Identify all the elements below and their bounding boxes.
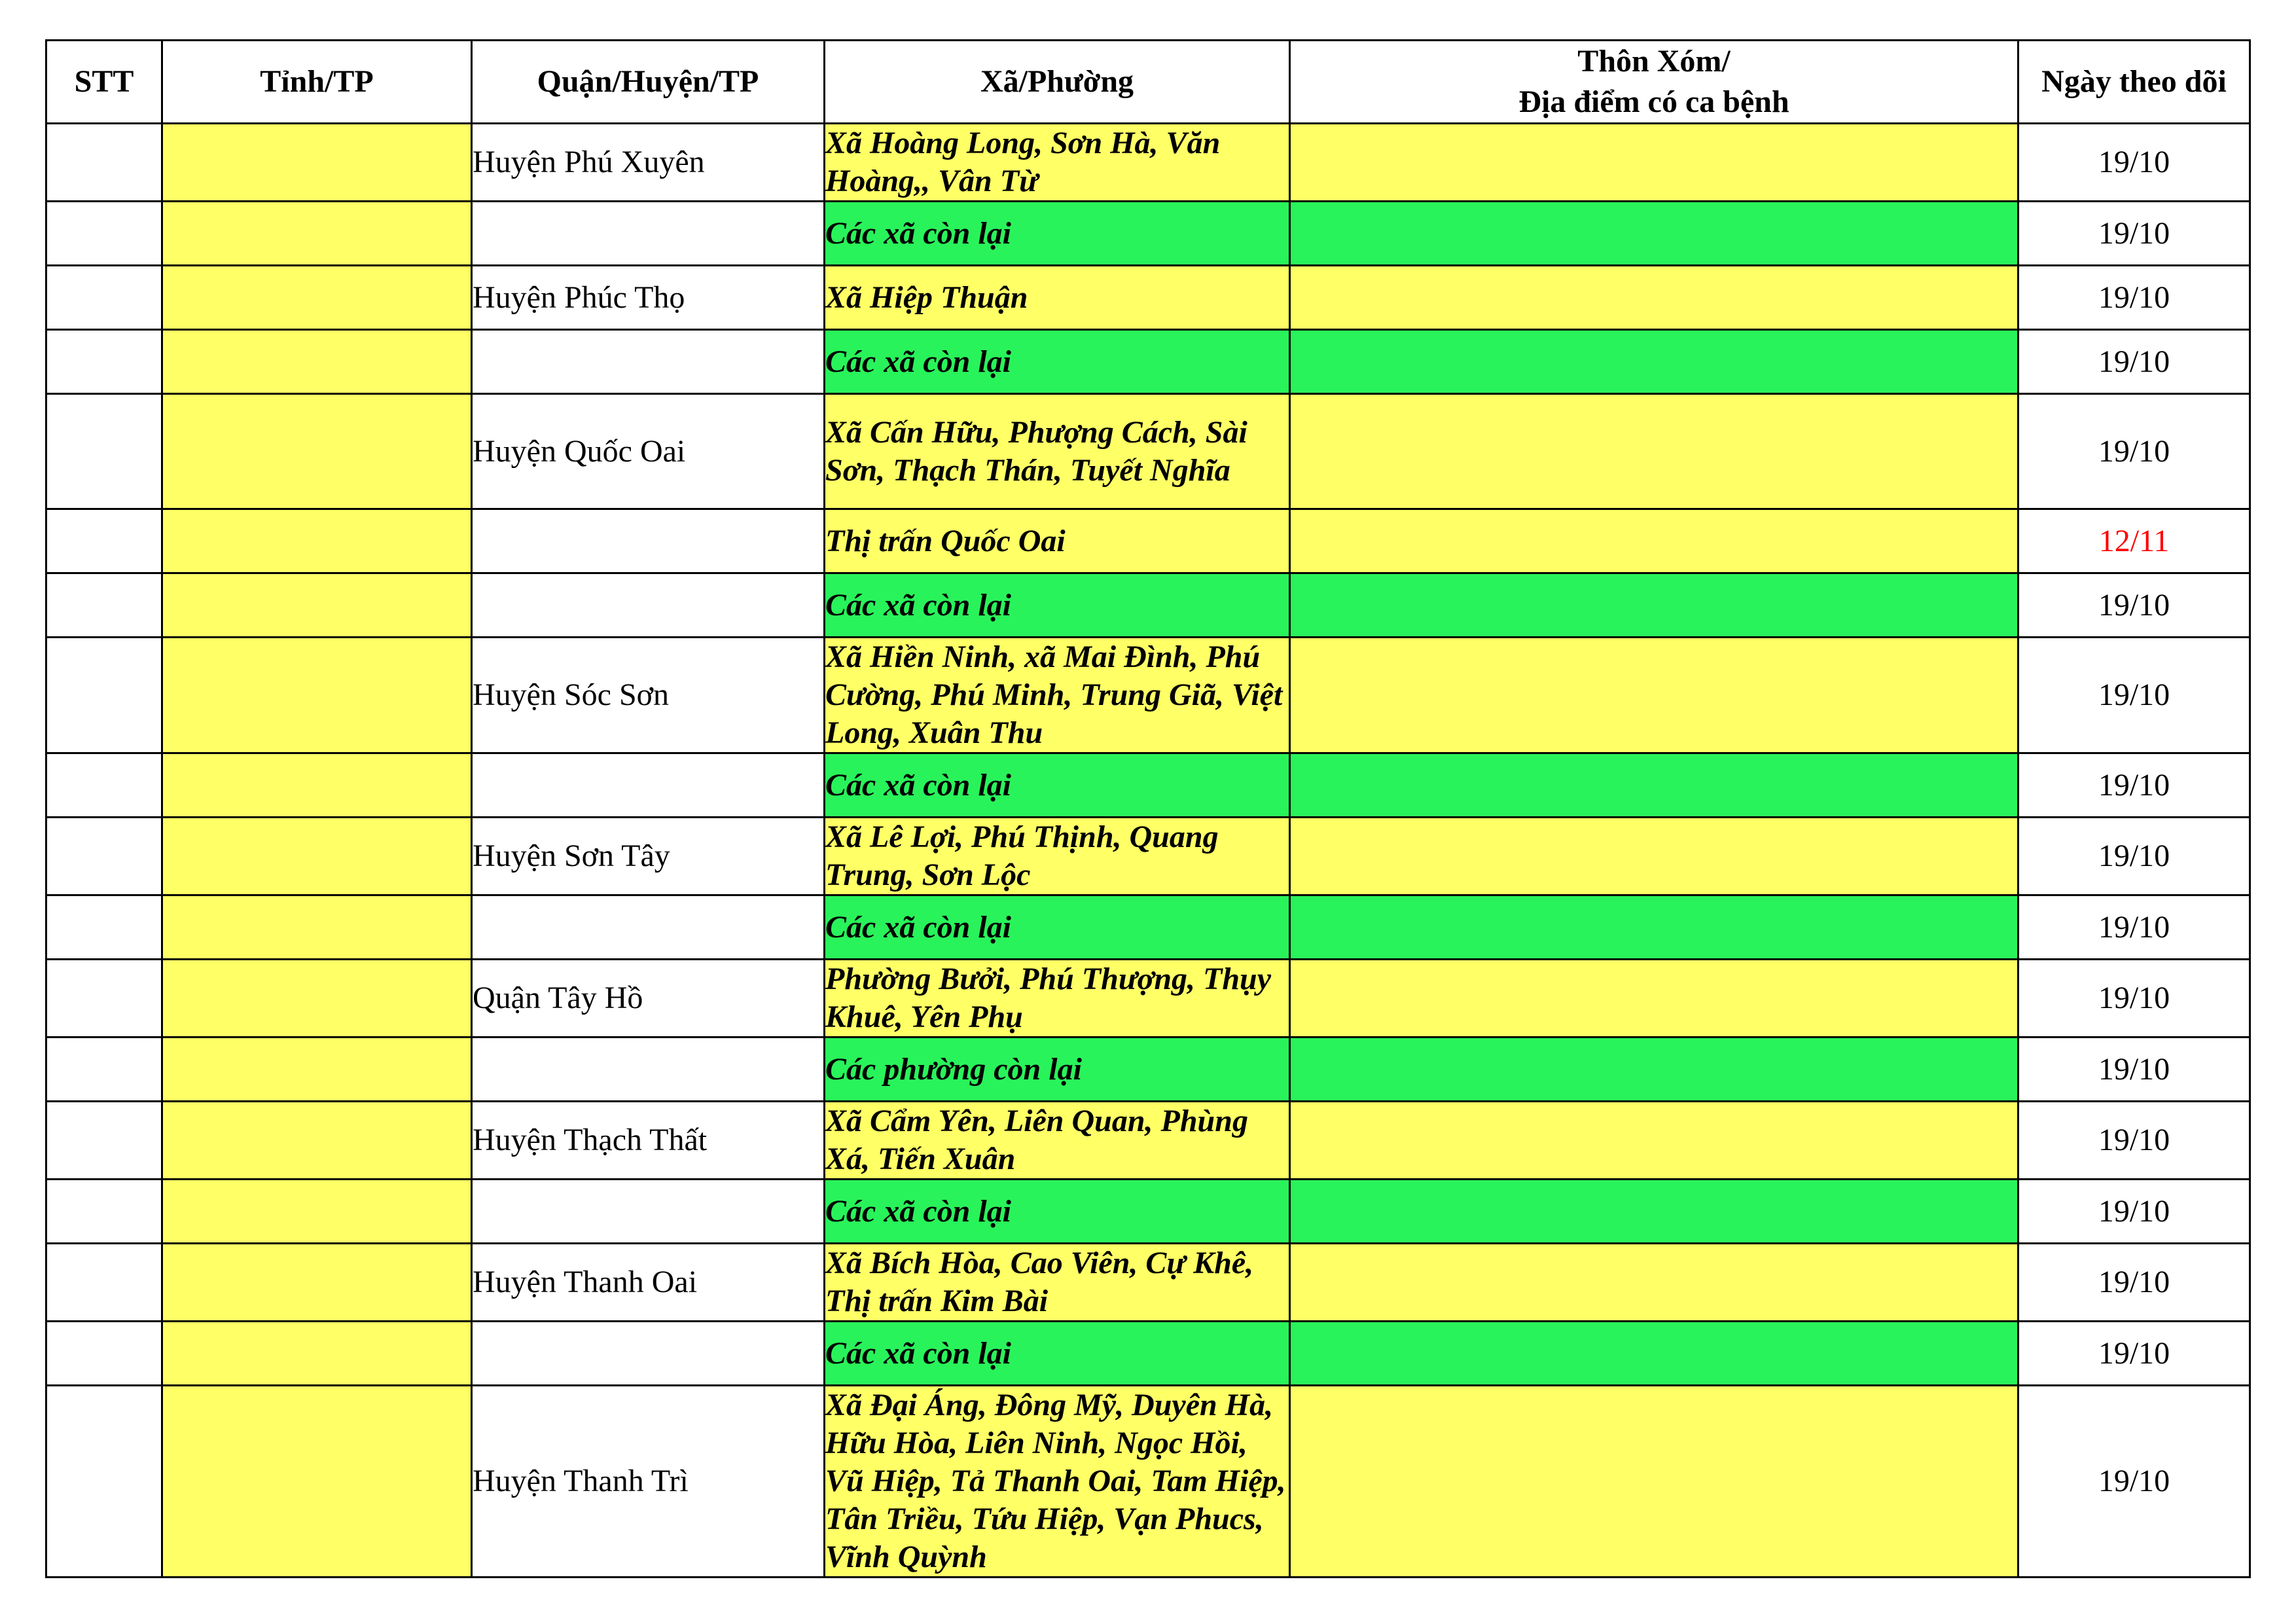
cell-hamlet [1290,202,2018,266]
cell-monitor-date: 19/10 [2018,1180,2250,1244]
cell-commune: Xã Hiền Ninh, xã Mai Đình, Phú Cường, Phú Minh, Trung Giã, Việt Long, Xuân Thu [825,638,1290,753]
cell-province [162,394,472,509]
table-row [46,1038,2250,1102]
cell-province [162,509,472,573]
cell-province [162,753,472,818]
cell-stt [46,266,162,330]
cell-province [162,266,472,330]
header-monitor-date: Ngày theo dõi [2018,41,2250,124]
cell-monitor-date: 19/10 [2018,1386,2250,1578]
cell-district [472,202,825,266]
cell-hamlet [1290,960,2018,1038]
cell-hamlet [1290,638,2018,753]
cell-monitor-date: 19/10 [2018,202,2250,266]
cell-monitor-date: 19/10 [2018,818,2250,895]
cell-hamlet [1290,818,2018,895]
table-row [46,573,2250,638]
cell-stt [46,394,162,509]
cell-district: Huyện Sóc Sơn [472,638,825,753]
cell-district: Huyện Sơn Tây [472,818,825,895]
cell-commune: Xã Bích Hòa, Cao Viên, Cự Khê, Thị trấn Kim Bài [825,1244,1290,1322]
cell-district [472,330,825,394]
cell-province [162,1180,472,1244]
cell-province [162,124,472,202]
cell-district: Quận Tây Hồ [472,960,825,1038]
cell-monitor-date: 19/10 [2018,895,2250,960]
table-row [46,124,2250,202]
table-row [46,1386,2250,1578]
cell-commune: Các phường còn lại [825,1038,1290,1102]
cell-stt [46,638,162,753]
cell-stt [46,202,162,266]
cell-district [472,509,825,573]
header-district: Quận/Huyện/TP [472,41,825,124]
cell-commune: Các xã còn lại [825,753,1290,818]
cell-stt [46,960,162,1038]
table-row [46,1180,2250,1244]
table-row [46,330,2250,394]
cell-hamlet [1290,1244,2018,1322]
cell-stt [46,1180,162,1244]
table-row [46,818,2250,895]
cell-monitor-date: 19/10 [2018,394,2250,509]
cell-district: Huyện Quốc Oai [472,394,825,509]
table-row [46,1322,2250,1386]
cell-commune: Xã Lê Lợi, Phú Thịnh, Quang Trung, Sơn Lộc [825,818,1290,895]
cell-commune: Phường Bưởi, Phú Thượng, Thụy Khuê, Yên Phụ [825,960,1290,1038]
cell-province [162,895,472,960]
cell-monitor-date: 19/10 [2018,330,2250,394]
header-commune: Xã/Phường [825,41,1290,124]
cell-district [472,753,825,818]
cell-monitor-date: 19/10 [2018,1102,2250,1180]
table-row [46,202,2250,266]
cell-stt [46,1244,162,1322]
cell-hamlet [1290,509,2018,573]
cell-province [162,330,472,394]
cell-commune: Các xã còn lại [825,202,1290,266]
header-hamlet-line2: Địa điểm có ca bệnh [1518,84,1789,119]
cell-district [472,1038,825,1102]
zone-table [45,39,2251,1578]
cell-monitor-date: 19/10 [2018,1244,2250,1322]
cell-district [472,573,825,638]
cell-district: Huyện Phú Xuyên [472,124,825,202]
table-row [46,1244,2250,1322]
cell-province [162,573,472,638]
table-row [46,509,2250,573]
cell-hamlet [1290,753,2018,818]
cell-province [162,638,472,753]
cell-province [162,1102,472,1180]
cell-hamlet [1290,394,2018,509]
cell-district: Huyện Phúc Thọ [472,266,825,330]
cell-province [162,1244,472,1322]
cell-hamlet [1290,266,2018,330]
cell-province [162,1322,472,1386]
cell-commune: Thị trấn Quốc Oai [825,509,1290,573]
cell-district: Huyện Thanh Trì [472,1386,825,1578]
header-hamlet-line1: Thôn Xóm/ [1577,44,1731,79]
cell-district: Huyện Thanh Oai [472,1244,825,1322]
cell-stt [46,818,162,895]
cell-stt [46,1038,162,1102]
cell-monitor-date: 19/10 [2018,573,2250,638]
cell-stt [46,573,162,638]
cell-stt [46,895,162,960]
header-row [46,41,2250,124]
cell-monitor-date: 19/10 [2018,266,2250,330]
cell-stt [46,1322,162,1386]
table-row [46,960,2250,1038]
cell-monitor-date: 19/10 [2018,1322,2250,1386]
cell-monitor-date: 19/10 [2018,753,2250,818]
cell-monitor-date: 12/11 [2018,509,2250,573]
cell-hamlet [1290,1038,2018,1102]
cell-hamlet [1290,895,2018,960]
cell-province [162,202,472,266]
cell-commune: Xã Hoàng Long, Sơn Hà, Văn Hoàng,, Vân Từ [825,124,1290,202]
cell-hamlet [1290,1180,2018,1244]
cell-province [162,1386,472,1578]
cell-commune: Xã Cấn Hữu, Phượng Cách, Sài Sơn, Thạch Thán, Tuyết Nghĩa [825,394,1290,509]
cell-district [472,895,825,960]
cell-commune: Các xã còn lại [825,330,1290,394]
cell-monitor-date: 19/10 [2018,960,2250,1038]
cell-hamlet [1290,1386,2018,1578]
table-row [46,394,2250,509]
cell-commune: Các xã còn lại [825,1180,1290,1244]
cell-commune: Xã Hiệp Thuận [825,266,1290,330]
cell-hamlet [1290,124,2018,202]
table-row [46,753,2250,818]
header-stt: STT [46,41,162,124]
cell-hamlet [1290,1322,2018,1386]
cell-hamlet [1290,573,2018,638]
cell-stt [46,753,162,818]
cell-district [472,1322,825,1386]
cell-monitor-date: 19/10 [2018,1038,2250,1102]
cell-province [162,818,472,895]
cell-stt [46,509,162,573]
cell-province [162,960,472,1038]
cell-commune: Các xã còn lại [825,573,1290,638]
cell-commune: Xã Cẩm Yên, Liên Quan, Phùng Xá, Tiến Xuân [825,1102,1290,1180]
header-hamlet [1290,41,2018,124]
cell-commune: Các xã còn lại [825,1322,1290,1386]
table-row [46,638,2250,753]
cell-stt [46,1102,162,1180]
table-row [46,895,2250,960]
cell-commune: Các xã còn lại [825,895,1290,960]
cell-hamlet [1290,330,2018,394]
cell-province [162,1038,472,1102]
cell-stt [46,1386,162,1578]
cell-district [472,1180,825,1244]
cell-commune: Xã Đại Áng, Đông Mỹ, Duyên Hà, Hữu Hòa, Liên Ninh, Ngọc Hồi, Vũ Hiệp, Tả Thanh Oai, Tam Hiệp, Tân Triều, Tứu Hiệp, Vạn Phucs, Vĩnh Quỳnh [825,1386,1290,1578]
cell-monitor-date: 19/10 [2018,124,2250,202]
header-province: Tỉnh/TP [162,41,472,124]
cell-hamlet [1290,1102,2018,1180]
cell-monitor-date: 19/10 [2018,638,2250,753]
cell-stt [46,124,162,202]
cell-stt [46,330,162,394]
table-row [46,1102,2250,1180]
cell-district: Huyện Thạch Thất [472,1102,825,1180]
table-row [46,266,2250,330]
